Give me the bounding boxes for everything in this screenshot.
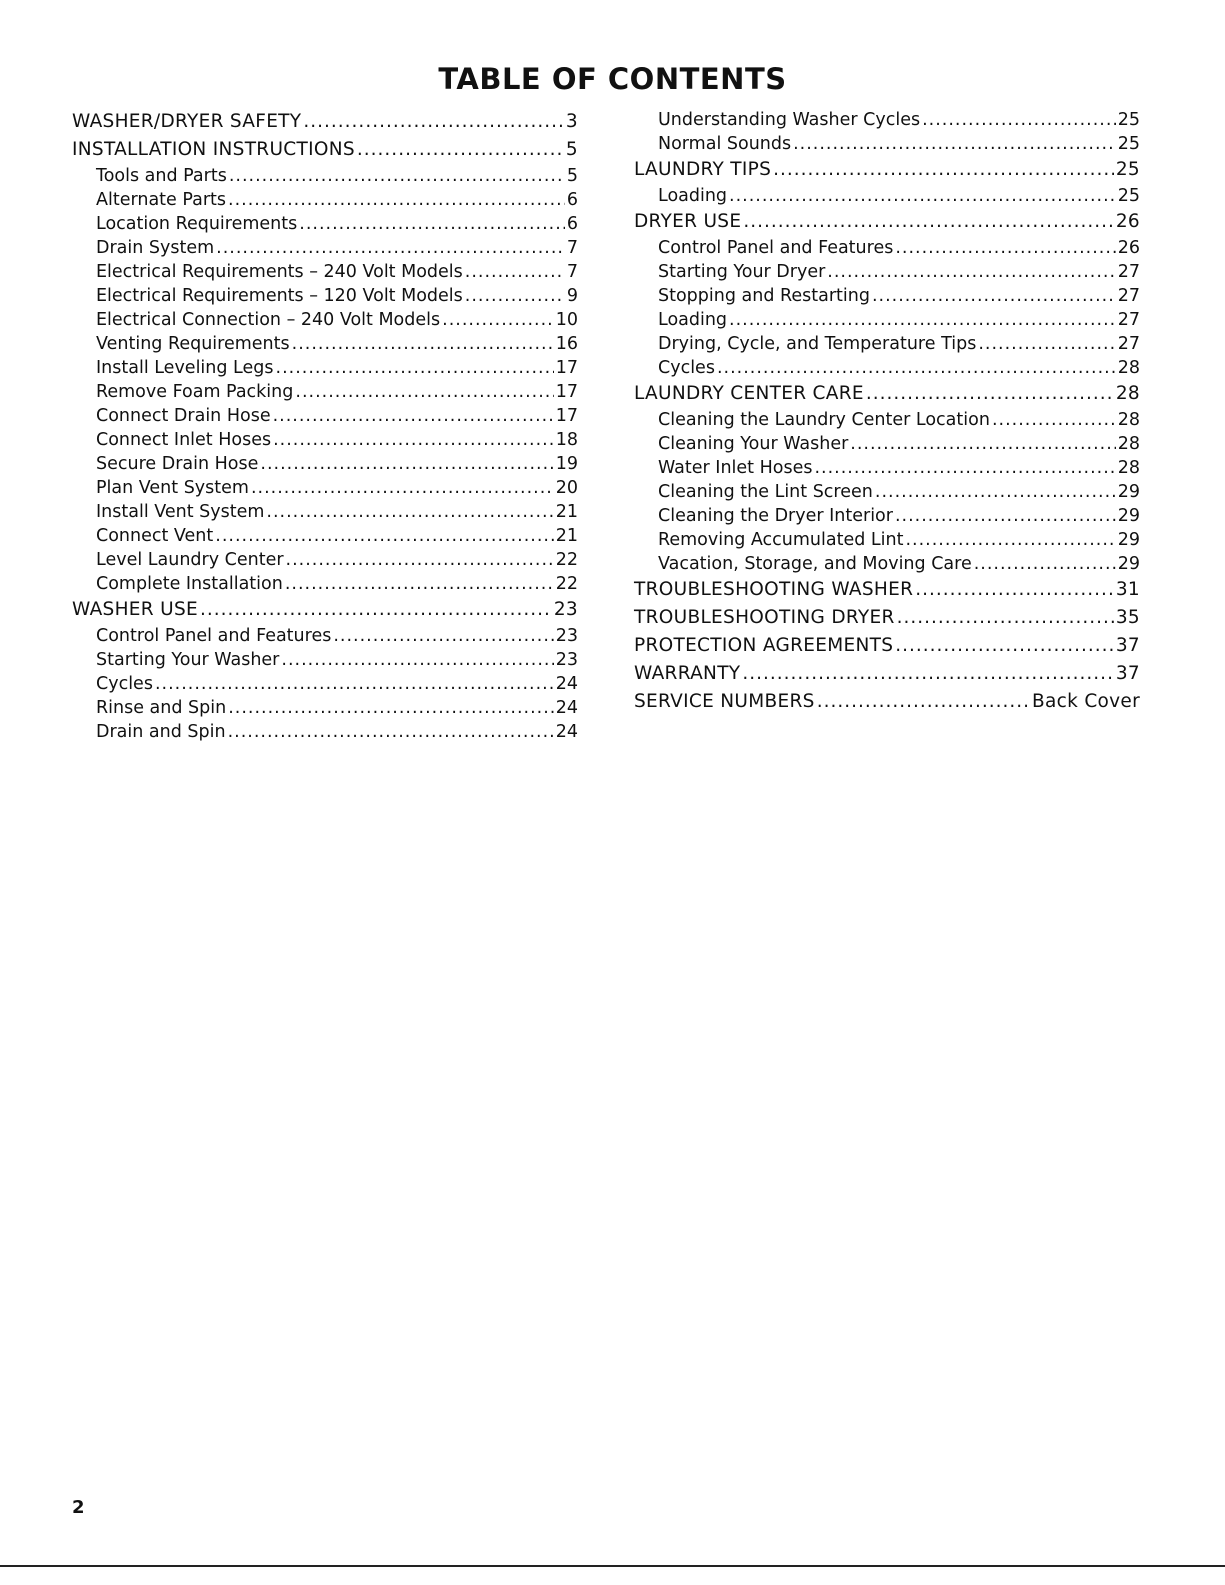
dot-leader	[216, 236, 565, 260]
toc-entry-page: 20	[555, 478, 578, 498]
toc-entry-page: 29	[1117, 530, 1140, 550]
toc-entry-label: Install Leveling Legs	[96, 358, 274, 378]
toc-subsection-entry[interactable]	[634, 132, 1140, 156]
toc-entry-page: 28	[1115, 383, 1140, 404]
toc-subsection-entry[interactable]	[72, 380, 578, 404]
toc-subsection-entry[interactable]	[72, 212, 578, 236]
toc-entry-page: 28	[1117, 434, 1140, 454]
dot-leader	[357, 136, 564, 164]
dot-leader	[866, 380, 1114, 408]
dot-leader	[295, 380, 553, 404]
toc-entry-page: 7	[566, 238, 578, 258]
dot-leader	[895, 236, 1115, 260]
toc-subsection-entry[interactable]	[72, 648, 578, 672]
toc-entry-page: 37	[1115, 663, 1140, 684]
toc-subsection-entry[interactable]	[72, 720, 578, 744]
toc-entry-label: Secure Drain Hose	[96, 454, 259, 474]
toc-entry-page: 17	[555, 358, 578, 378]
toc-subsection-entry[interactable]	[634, 528, 1140, 552]
toc-left-column	[72, 108, 578, 744]
toc-entry-label: Electrical Requirements – 120 Volt Models	[96, 286, 463, 306]
toc-entry-page: 27	[1117, 262, 1140, 282]
toc-entry-label: Tools and Parts	[96, 166, 227, 186]
toc-entry-page: 24	[555, 722, 578, 742]
dot-leader	[273, 428, 554, 452]
toc-section-entry[interactable]	[634, 380, 1140, 408]
toc-entry-label: Normal Sounds	[658, 134, 792, 154]
toc-entry-label: Cleaning the Laundry Center Location	[658, 410, 990, 430]
toc-entry-page: 5	[565, 139, 578, 160]
toc-right-column	[634, 108, 1140, 716]
toc-entry-label: Electrical Connection – 240 Volt Models	[96, 310, 441, 330]
toc-entry-label: Cleaning Your Washer	[658, 434, 849, 454]
dot-leader	[333, 624, 553, 648]
toc-subsection-entry[interactable]	[634, 308, 1140, 332]
dot-leader	[905, 528, 1115, 552]
dot-leader	[814, 456, 1115, 480]
toc-section-entry[interactable]	[634, 156, 1140, 184]
toc-entry-label: Cleaning the Dryer Interior	[658, 506, 893, 526]
dot-leader	[292, 332, 554, 356]
dot-leader	[251, 476, 554, 500]
dot-leader	[303, 108, 564, 136]
toc-entry-page: 22	[555, 550, 578, 570]
toc-subsection-entry[interactable]	[634, 108, 1140, 132]
dot-leader	[872, 284, 1116, 308]
toc-entry-page: 21	[555, 526, 578, 546]
toc-entry-page: 27	[1117, 334, 1140, 354]
toc-entry-page: 19	[555, 454, 578, 474]
toc-entry-label: Level Laundry Center	[96, 550, 284, 570]
dot-leader	[895, 632, 1114, 660]
toc-entry-label: Cycles	[658, 358, 715, 378]
toc-entry-page: 24	[555, 674, 578, 694]
toc-section-entry[interactable]	[72, 108, 578, 136]
toc-subsection-entry[interactable]	[72, 356, 578, 380]
dot-leader	[978, 332, 1115, 356]
toc-subsection-entry[interactable]	[72, 524, 578, 548]
toc-subsection-entry[interactable]	[634, 236, 1140, 260]
bottom-rule	[0, 1565, 1225, 1567]
toc-entry-label: Connect Vent	[96, 526, 214, 546]
toc-subsection-entry[interactable]	[72, 476, 578, 500]
toc-entry-label: Connect Drain Hose	[96, 406, 271, 426]
toc-entry-label: Vacation, Storage, and Moving Care	[658, 554, 972, 574]
toc-subsection-entry[interactable]	[72, 332, 578, 356]
toc-entry-label: Starting Your Dryer	[658, 262, 826, 282]
toc-entry-label: Starting Your Washer	[96, 650, 280, 670]
toc-subsection-entry[interactable]	[72, 308, 578, 332]
toc-section-entry[interactable]	[634, 660, 1140, 688]
dot-leader	[922, 108, 1116, 132]
toc-entry-page: 29	[1117, 506, 1140, 526]
dot-leader	[729, 308, 1116, 332]
toc-entry-page: 17	[555, 382, 578, 402]
toc-subsection-entry[interactable]	[72, 452, 578, 476]
toc-subsection-entry[interactable]	[634, 260, 1140, 284]
toc-entry-page: 18	[555, 430, 578, 450]
toc-entry-page: 28	[1117, 358, 1140, 378]
toc-entry-label: Venting Requirements	[96, 334, 290, 354]
toc-entry-page: 27	[1117, 310, 1140, 330]
toc-entry-page: 27	[1117, 286, 1140, 306]
toc-entry-page: 35	[1115, 607, 1140, 628]
toc-subsection-entry[interactable]	[634, 432, 1140, 456]
toc-entry-page: 29	[1117, 482, 1140, 502]
dot-leader	[442, 308, 554, 332]
toc-entry-label: TROUBLESHOOTING DRYER	[634, 607, 895, 628]
toc-entry-label: Location Requirements	[96, 214, 298, 234]
toc-entry-label: Control Panel and Features	[658, 238, 894, 258]
toc-entry-page: 26	[1115, 211, 1140, 232]
toc-section-entry[interactable]	[72, 136, 578, 164]
toc-entry-label: INSTALLATION INSTRUCTIONS	[72, 139, 355, 160]
toc-entry-label: PROTECTION AGREEMENTS	[634, 635, 894, 656]
dot-leader	[229, 164, 565, 188]
toc-subsection-entry[interactable]	[72, 672, 578, 696]
dot-leader	[850, 432, 1115, 456]
toc-entry-page: 26	[1117, 238, 1140, 258]
toc-subsection-entry[interactable]	[72, 404, 578, 428]
toc-entry-label: Drain System	[96, 238, 215, 258]
toc-entry-label: WASHER/DRYER SAFETY	[72, 111, 302, 132]
toc-entry-label: LAUNDRY CENTER CARE	[634, 383, 864, 404]
dot-leader	[260, 452, 553, 476]
toc-entry-label: Install Vent System	[96, 502, 265, 522]
toc-entry-page: 29	[1117, 554, 1140, 574]
toc-entry-page: 21	[555, 502, 578, 522]
toc-entry-page: 16	[555, 334, 578, 354]
toc-entry-page: 3	[565, 111, 578, 132]
toc-entry-label: Cycles	[96, 674, 153, 694]
toc-entry-label: TROUBLESHOOTING WASHER	[634, 579, 914, 600]
toc-entry-page: Back Cover	[1032, 691, 1140, 712]
dot-leader	[228, 696, 554, 720]
page-title: TABLE OF CONTENTS	[438, 62, 787, 96]
toc-entry-page: 25	[1117, 186, 1140, 206]
dot-leader	[915, 576, 1114, 604]
dot-leader	[281, 648, 553, 672]
toc-entry-page: 7	[566, 262, 578, 282]
toc-entry-label: Rinse and Spin	[96, 698, 227, 718]
dot-leader	[266, 500, 553, 524]
dot-leader	[729, 184, 1116, 208]
toc-entry-page: 23	[553, 599, 578, 620]
dot-leader	[773, 156, 1114, 184]
toc-entry-label: Complete Installation	[96, 574, 283, 594]
toc-entry-label: Electrical Requirements – 240 Volt Models	[96, 262, 463, 282]
toc-entry-page: 31	[1115, 579, 1140, 600]
toc-entry-page: 25	[1117, 110, 1140, 130]
toc-subsection-entry[interactable]	[72, 696, 578, 720]
toc-entry-page: 25	[1115, 159, 1140, 180]
dot-leader	[228, 720, 554, 744]
toc-entry-page: 10	[555, 310, 578, 330]
toc-entry-page: 37	[1115, 635, 1140, 656]
toc-section-entry[interactable]	[634, 632, 1140, 660]
toc-entry-page: 23	[555, 650, 578, 670]
dot-leader	[827, 260, 1115, 284]
dot-leader	[299, 212, 565, 236]
toc-subsection-entry[interactable]	[634, 332, 1140, 356]
dot-leader	[465, 260, 565, 284]
toc-subsection-entry[interactable]	[72, 624, 578, 648]
toc-entry-label: Drain and Spin	[96, 722, 226, 742]
toc-subsection-entry[interactable]	[72, 164, 578, 188]
toc-entry-label: SERVICE NUMBERS	[634, 691, 815, 712]
dot-leader	[743, 208, 1114, 236]
toc-entry-label: WARRANTY	[634, 663, 741, 684]
toc-section-entry[interactable]	[634, 208, 1140, 236]
toc-section-entry[interactable]	[634, 688, 1140, 716]
toc-entry-label: Plan Vent System	[96, 478, 249, 498]
toc-entry-label: LAUNDRY TIPS	[634, 159, 772, 180]
dot-leader	[276, 356, 554, 380]
toc-subsection-entry[interactable]	[72, 500, 578, 524]
toc-entry-label: WASHER USE	[72, 599, 198, 620]
toc-entry-page: 22	[555, 574, 578, 594]
toc-subsection-entry[interactable]	[634, 356, 1140, 380]
toc-entry-page: 25	[1117, 134, 1140, 154]
toc-entry-label: Connect Inlet Hoses	[96, 430, 272, 450]
toc-section-entry[interactable]	[634, 576, 1140, 604]
toc-entry-page: 5	[566, 166, 578, 186]
toc-subsection-entry[interactable]	[72, 284, 578, 308]
toc-entry-label: Understanding Washer Cycles	[658, 110, 921, 130]
toc-entry-page: 24	[555, 698, 578, 718]
toc-subsection-entry[interactable]	[634, 504, 1140, 528]
dot-leader	[285, 572, 554, 596]
toc-entry-label: Loading	[658, 310, 728, 330]
toc-subsection-entry[interactable]	[634, 184, 1140, 208]
toc-subsection-entry[interactable]	[634, 284, 1140, 308]
toc-section-entry[interactable]	[634, 604, 1140, 632]
toc-entry-label: Control Panel and Features	[96, 626, 332, 646]
toc-entry-page: 28	[1117, 458, 1140, 478]
dot-leader	[228, 188, 565, 212]
toc-entry-page: 6	[566, 190, 578, 210]
toc-subsection-entry[interactable]	[72, 236, 578, 260]
toc-entry-label: Removing Accumulated Lint	[658, 530, 904, 550]
dot-leader	[817, 688, 1030, 716]
toc-entry-page: 28	[1117, 410, 1140, 430]
toc-entry-label: Cleaning the Lint Screen	[658, 482, 873, 502]
dot-leader	[155, 672, 554, 696]
dot-leader	[717, 356, 1116, 380]
toc-subsection-entry[interactable]	[72, 548, 578, 572]
toc-subsection-entry[interactable]	[634, 456, 1140, 480]
dot-leader	[286, 548, 554, 572]
toc-subsection-entry[interactable]	[72, 188, 578, 212]
page-number: 2	[72, 1497, 85, 1518]
dot-leader	[897, 604, 1114, 632]
dot-leader	[215, 524, 553, 548]
dot-leader	[895, 504, 1116, 528]
toc-subsection-entry[interactable]	[72, 260, 578, 284]
dot-leader	[875, 480, 1116, 504]
toc-entry-label: DRYER USE	[634, 211, 742, 232]
toc-subsection-entry[interactable]	[72, 428, 578, 452]
toc-entry-page: 23	[555, 626, 578, 646]
dot-leader	[273, 404, 554, 428]
toc-subsection-entry[interactable]	[634, 480, 1140, 504]
dot-leader	[974, 552, 1116, 576]
dot-leader	[742, 660, 1113, 688]
toc-entry-label: Stopping and Restarting	[658, 286, 870, 306]
dot-leader	[200, 596, 552, 624]
dot-leader	[465, 284, 565, 308]
toc-entry-page: 9	[566, 286, 578, 306]
dot-leader	[992, 408, 1116, 432]
toc-subsection-entry[interactable]	[634, 408, 1140, 432]
toc-entry-label: Remove Foam Packing	[96, 382, 294, 402]
toc-entry-label: Alternate Parts	[96, 190, 227, 210]
toc-subsection-entry[interactable]	[72, 572, 578, 596]
dot-leader	[793, 132, 1116, 156]
toc-entry-label: Water Inlet Hoses	[658, 458, 813, 478]
toc-entry-label: Drying, Cycle, and Temperature Tips	[658, 334, 977, 354]
toc-entry-label: Loading	[658, 186, 728, 206]
toc-section-entry[interactable]	[72, 596, 578, 624]
toc-subsection-entry[interactable]	[634, 552, 1140, 576]
toc-entry-page: 17	[555, 406, 578, 426]
toc-entry-page: 6	[566, 214, 578, 234]
